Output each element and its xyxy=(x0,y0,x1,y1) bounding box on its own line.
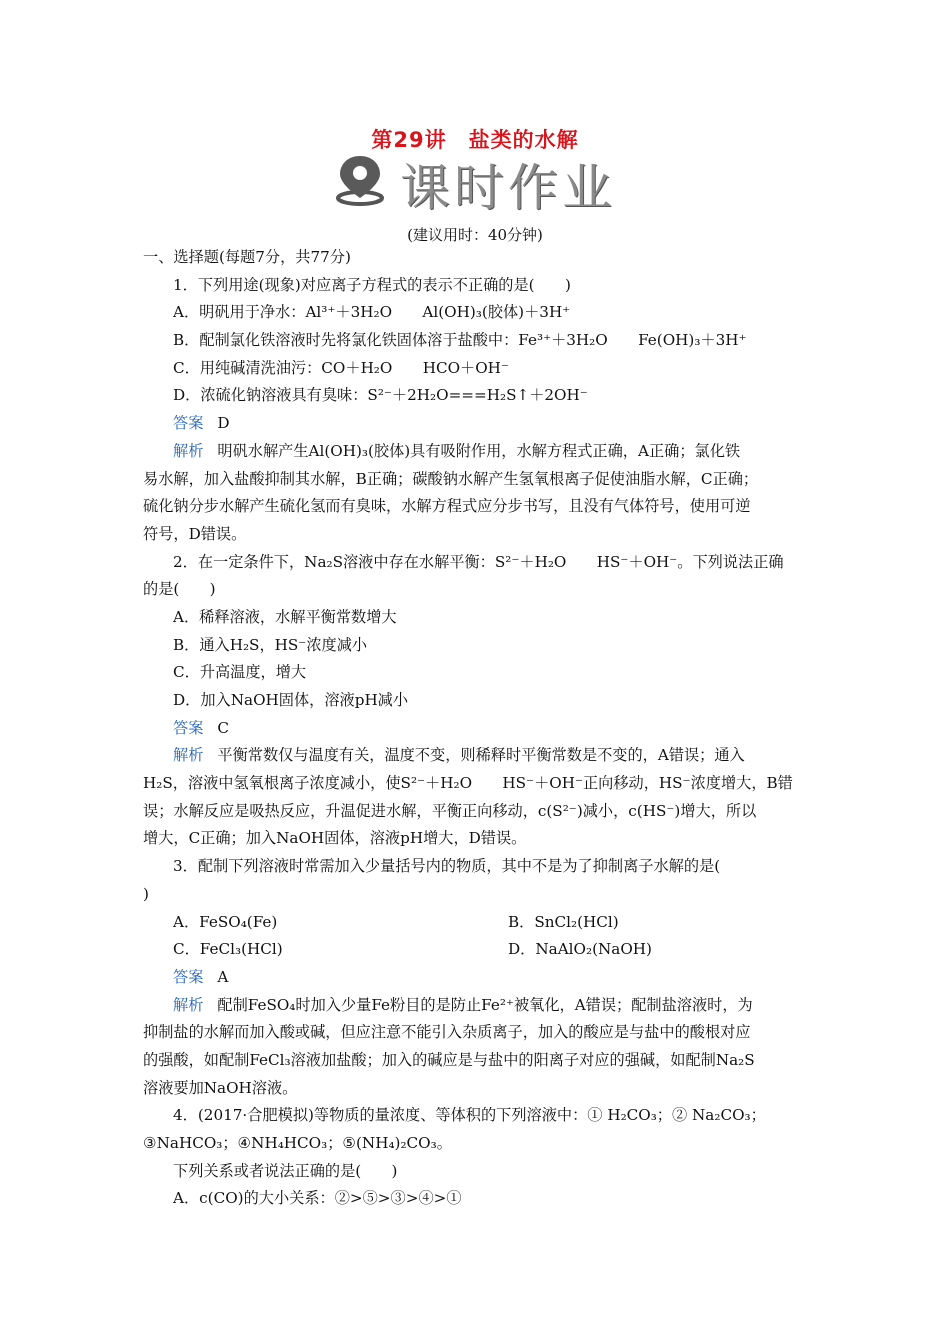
line-text: 明矾水解产生Al(OH)₃(胶体)具有吸附作用，水解方程式正确，A正确；氯化铁 xyxy=(217,441,741,460)
answer-label: 答案 xyxy=(173,414,204,433)
text-line xyxy=(143,549,813,577)
line-text: 误；水解反应是吸热反应，升温促进水解，平衡正向移动，c(S²⁻)减小，c(HS⁻)增大，所以 xyxy=(143,801,757,820)
line-text: 一、选择题(每题7分，共77分) xyxy=(143,248,351,266)
option-left: A．FeSO₄(Fe) xyxy=(173,912,278,931)
line-text: 符号，D错误。 xyxy=(143,524,247,543)
line-text: 3．配制下列溶液时常需加入少量括号内的物质，其中不是为了抑制离子水解的是( xyxy=(173,857,721,876)
text-line xyxy=(143,1075,813,1103)
text-line xyxy=(143,244,813,272)
text-line xyxy=(143,742,813,770)
line-text: 1．下列用途(现象)对应离子方程式的表示不正确的是( ) xyxy=(173,275,571,294)
banner-text: 课时作业 xyxy=(400,159,616,217)
text-line xyxy=(143,936,813,964)
option-right: B．SnCl₂(HCl) xyxy=(508,912,619,931)
time-hint: (建议用时：40分钟) xyxy=(407,226,543,244)
text-line xyxy=(143,327,813,355)
line-text: 增大，C正确；加入NaOH固体，溶液pH增大，D错误。 xyxy=(143,829,527,848)
answer-label: 答案 xyxy=(173,967,204,986)
line-text: B．通入H₂S，HS⁻浓度减小 xyxy=(173,635,368,654)
lesson-title: 第29讲 盐类的水解 xyxy=(371,128,579,152)
line-text: 抑制盐的水解而加入酸或碱，但应注意不能引入杂质离子，加入的酸应是与盐中的酸根对应 xyxy=(143,1023,751,1042)
line-text: C xyxy=(217,718,229,737)
line-text: B．配制氯化铁溶液时先将氯化铁固体溶于盐酸中：Fe³⁺＋3H₂O Fe(OH)₃＋3H⁺ xyxy=(173,331,747,350)
line-text: C．升高温度，增大 xyxy=(173,663,307,682)
text-line xyxy=(143,715,813,743)
line-text: D．加入NaOH固体，溶液pH减小 xyxy=(173,691,409,709)
line-text: D．浓硫化钠溶液具有臭味：S²⁻＋2H₂O===H₂S↑＋2OH⁻ xyxy=(173,386,588,405)
text-line xyxy=(143,909,813,937)
line-text: C．用纯碱清洗油污：CO＋H₂O HCO＋OH⁻ xyxy=(173,358,509,377)
text-line xyxy=(143,1130,813,1158)
text-line xyxy=(143,382,813,410)
answer-label: 解析 xyxy=(173,995,204,1014)
text-line xyxy=(143,992,813,1020)
text-line xyxy=(143,1158,813,1186)
line-text: 溶液要加NaOH溶液。 xyxy=(143,1078,298,1097)
line-text: 的是( ) xyxy=(143,580,216,599)
text-line xyxy=(143,770,813,798)
text-line xyxy=(143,1047,813,1075)
text-line xyxy=(143,493,813,521)
text-line xyxy=(143,521,813,549)
line-text: A．明矾用于净水：Al³⁺＋3H₂O Al(OH)₃(胶体)＋3H⁺ xyxy=(173,303,571,322)
line-text: 的强酸，如配制FeCl₃溶液加盐酸；加入的碱应是与盐中的阳离子对应的强碱，如配制Na₂S xyxy=(143,1050,755,1069)
line-text: 2．在一定条件下，Na₂S溶液中存在水解平衡：S²⁻＋H₂O HS⁻＋OH⁻。下列说法正确 xyxy=(173,552,784,571)
text-line xyxy=(143,466,813,494)
line-text: H₂S，溶液中氢氧根离子浓度减小，使S²⁻＋H₂O HS⁻＋OH⁻正向移动，HS⁻浓度增大，B错 xyxy=(143,774,793,793)
text-line xyxy=(143,881,813,909)
answer-label: 答案 xyxy=(173,718,204,737)
text-line xyxy=(143,853,813,881)
line-text: 配制FeSO₄时加入少量Fe粉目的是防止Fe²⁺被氧化，A错误；配制盐溶液时，为 xyxy=(217,995,753,1014)
line-text: 平衡常数仅与温度有关，温度不变，则稀释时平衡常数是不变的，A错误；通入 xyxy=(217,746,745,765)
line-text: ) xyxy=(143,884,149,903)
text-line xyxy=(143,825,813,853)
line-text: 易水解，加入盐酸抑制其水解，B正确；碳酸钠水解产生氢氧根离子促使油脂水解，C正确； xyxy=(143,469,759,488)
line-text: D xyxy=(217,414,230,433)
text-line xyxy=(143,410,813,438)
text-line xyxy=(143,659,813,687)
text-line xyxy=(143,438,813,466)
option-right: D．NaAlO₂(NaOH) xyxy=(508,940,652,959)
line-text: A．c(CO)的大小关系：②>⑤>③>④>① xyxy=(173,1189,462,1208)
line-text: 硫化钠分步水解产生硫化氢而有臭味，水解方程式应分步书写，且没有气体符号，使用可逆 xyxy=(143,497,751,516)
text-line xyxy=(143,1019,813,1047)
option-left: C．FeCl₃(HCl) xyxy=(173,940,283,959)
text-line xyxy=(143,632,813,660)
line-text: A xyxy=(217,967,229,986)
line-text: 4．(2017·合肥模拟)等物质的量浓度、等体积的下列溶液中：① H₂CO₃；② Na₂CO₃； xyxy=(173,1106,766,1125)
text-line xyxy=(143,355,813,383)
line-text: A．稀释溶液，水解平衡常数增大 xyxy=(173,607,397,626)
text-line xyxy=(143,1185,813,1213)
text-line xyxy=(143,604,813,632)
text-line xyxy=(143,687,813,715)
text-line xyxy=(143,798,813,826)
text-line xyxy=(143,299,813,327)
text-line xyxy=(143,576,813,604)
text-line xyxy=(143,1102,813,1130)
text-line xyxy=(143,964,813,992)
text-line xyxy=(143,272,813,300)
location-pin-icon xyxy=(330,150,394,208)
line-text: ③NaHCO₃；④NH₄HCO₃；⑤(NH₄)₂CO₃。 xyxy=(143,1134,452,1152)
homework-banner xyxy=(330,150,630,217)
answer-label: 解析 xyxy=(173,746,204,765)
line-text: 下列关系或者说法正确的是( ) xyxy=(173,1161,398,1180)
answer-label: 解析 xyxy=(173,441,204,460)
question-body xyxy=(143,244,813,1213)
